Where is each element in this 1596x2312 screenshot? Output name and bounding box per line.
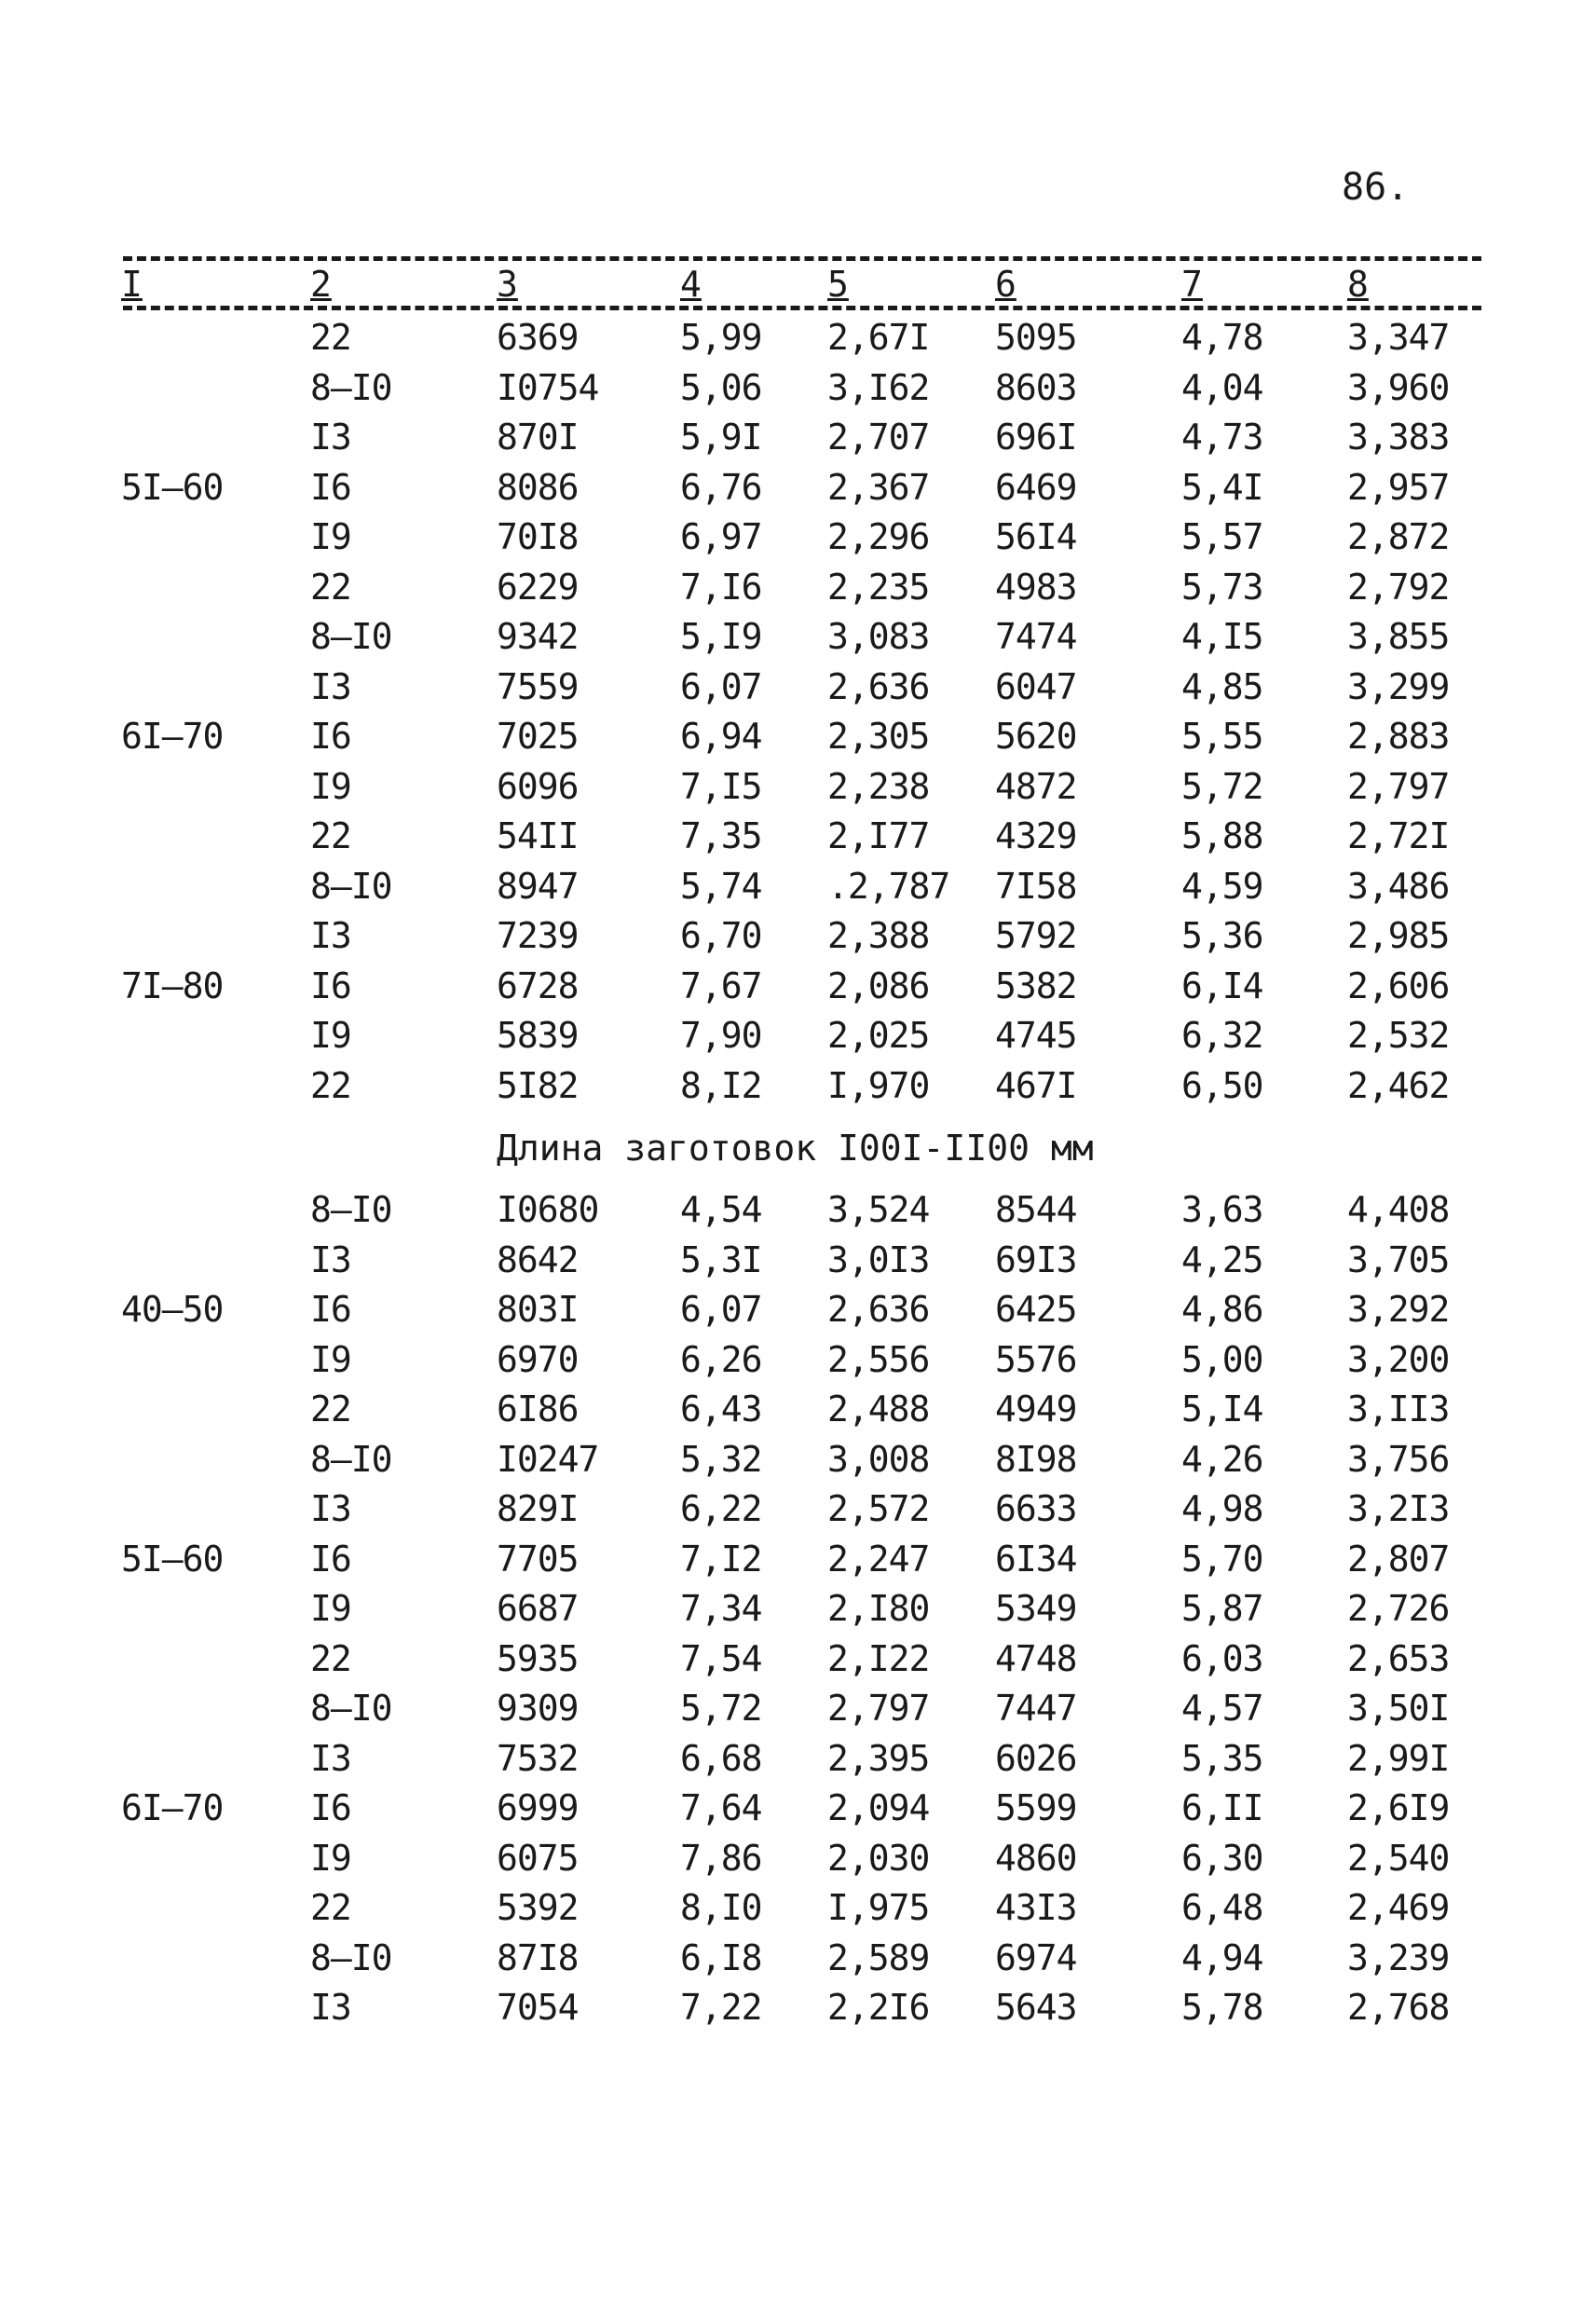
table-row [0, 1185, 1596, 1236]
cell-col-6: 69I3 [995, 1238, 1077, 1280]
cell-col-3: I0754 [497, 366, 599, 408]
table-row [0, 1684, 1596, 1734]
cell-col-7: 4,94 [1181, 1936, 1263, 1978]
cell-col-5: I,975 [827, 1887, 930, 1928]
table-row [0, 862, 1596, 912]
cell-col-1: 40–50 [121, 1289, 224, 1330]
cell-col-6: 6I34 [995, 1538, 1077, 1580]
cell-col-2: 22 [310, 815, 351, 856]
cell-col-4: 5,3I [680, 1238, 762, 1280]
header-col-5: 5 [827, 264, 849, 305]
header-col-6: 6 [995, 264, 1016, 305]
header-col-2: 2 [310, 264, 332, 305]
cell-col-4: 7,34 [680, 1588, 762, 1629]
table-row [0, 463, 1596, 513]
cell-col-7: 5,4I [1181, 466, 1263, 508]
cell-col-7: 6,II [1181, 1787, 1263, 1828]
cell-col-3: 870I [497, 417, 579, 458]
header-col-8: 8 [1347, 264, 1369, 305]
cell-col-6: 7474 [995, 616, 1077, 657]
cell-col-7: 4,25 [1181, 1238, 1263, 1280]
cell-col-2: I6 [310, 1538, 351, 1580]
cell-col-5: 2,367 [827, 466, 930, 508]
cell-col-7: 5,35 [1181, 1737, 1263, 1779]
cell-col-3: 9342 [497, 616, 579, 657]
cell-col-8: 2,792 [1347, 566, 1450, 608]
cell-col-7: 5,00 [1181, 1338, 1263, 1380]
cell-col-4: 7,67 [680, 964, 762, 1006]
cell-col-3: 5839 [497, 1015, 579, 1056]
cell-col-5: 2,707 [827, 417, 930, 458]
cell-col-3: 54II [497, 815, 579, 856]
cell-col-7: 4,I5 [1181, 616, 1263, 657]
table-row [0, 1734, 1596, 1785]
cell-col-6: 4748 [995, 1637, 1077, 1679]
cell-col-5: 2,388 [827, 915, 930, 956]
cell-col-6: 8I98 [995, 1438, 1077, 1480]
cell-col-8: 3,347 [1347, 317, 1450, 358]
cell-col-6: 43I3 [995, 1887, 1077, 1928]
cell-col-7: 6,48 [1181, 1887, 1263, 1928]
table-part-2 [0, 1185, 1596, 2033]
cell-col-1: 5I–60 [121, 466, 224, 508]
cell-col-7: 5,57 [1181, 516, 1263, 557]
cell-col-5: 2,030 [827, 1837, 930, 1879]
cell-col-6: 4949 [995, 1389, 1077, 1430]
header-col-4: 4 [680, 264, 702, 305]
table-part-1 [0, 313, 1596, 1111]
cell-col-4: 6,26 [680, 1338, 762, 1380]
cell-col-8: 2,540 [1347, 1837, 1450, 1879]
cell-col-8: 3,50I [1347, 1688, 1450, 1729]
cell-col-3: 6075 [497, 1837, 579, 1879]
cell-col-3: 7239 [497, 915, 579, 956]
cell-col-2: I9 [310, 1338, 351, 1380]
cell-col-2: I3 [310, 1737, 351, 1779]
cell-col-8: 2,726 [1347, 1588, 1450, 1629]
cell-col-5: 3,008 [827, 1438, 930, 1480]
cell-col-2: I3 [310, 665, 351, 707]
cell-col-5: 2,086 [827, 964, 930, 1006]
cell-col-7: 4,26 [1181, 1438, 1263, 1480]
cell-col-4: 6,70 [680, 915, 762, 956]
cell-col-6: 5382 [995, 964, 1077, 1006]
cell-col-7: 5,78 [1181, 1987, 1263, 2028]
cell-col-8: 2,797 [1347, 765, 1450, 807]
cell-col-8: 3,292 [1347, 1289, 1450, 1330]
cell-col-6: 5792 [995, 915, 1077, 956]
cell-col-2: I9 [310, 1837, 351, 1879]
cell-col-4: 7,22 [680, 1987, 762, 2028]
cell-col-4: 6,97 [680, 516, 762, 557]
cell-col-4: 7,86 [680, 1837, 762, 1879]
cell-col-7: 4,85 [1181, 665, 1263, 707]
table-row [0, 712, 1596, 762]
cell-col-7: 4,86 [1181, 1289, 1263, 1330]
cell-col-4: 7,I6 [680, 566, 762, 608]
cell-col-4: 8,I0 [680, 1887, 762, 1928]
page-number: 86. [1342, 166, 1410, 209]
section-title: Длина заготовок I00I-II00 мм [497, 1128, 1094, 1169]
cell-col-1: 6I–70 [121, 716, 224, 757]
cell-col-5: I,970 [827, 1064, 930, 1106]
cell-col-3: 7025 [497, 716, 579, 757]
table-row [0, 413, 1596, 463]
cell-col-7: 5,55 [1181, 716, 1263, 757]
cell-col-2: 22 [310, 1389, 351, 1430]
table-row [0, 1236, 1596, 1286]
cell-col-6: 5599 [995, 1787, 1077, 1828]
cell-col-8: 3,200 [1347, 1338, 1450, 1380]
cell-col-3: 7559 [497, 665, 579, 707]
table-row [0, 663, 1596, 713]
cell-col-5: 2,I22 [827, 1637, 930, 1679]
cell-col-7: 4,78 [1181, 317, 1263, 358]
cell-col-8: 3,383 [1347, 417, 1450, 458]
cell-col-4: 8,I2 [680, 1064, 762, 1106]
cell-col-2: 22 [310, 1064, 351, 1106]
cell-col-2: I3 [310, 1238, 351, 1280]
cell-col-2: I3 [310, 417, 351, 458]
cell-col-4: 6,94 [680, 716, 762, 757]
cell-col-5: 3,524 [827, 1189, 930, 1230]
cell-col-8: 2,72I [1347, 815, 1450, 856]
cell-col-4: 5,72 [680, 1688, 762, 1729]
cell-col-6: 4860 [995, 1837, 1077, 1879]
table-row [0, 1061, 1596, 1112]
cell-col-8: 3,756 [1347, 1438, 1450, 1480]
cell-col-5: 2,488 [827, 1389, 930, 1430]
cell-col-4: 7,64 [680, 1787, 762, 1828]
table-row [0, 1584, 1596, 1635]
cell-col-2: I6 [310, 1787, 351, 1828]
table-body [0, 313, 1596, 2033]
cell-col-7: 5,72 [1181, 765, 1263, 807]
cell-col-3: I0247 [497, 1438, 599, 1480]
cell-col-2: I6 [310, 716, 351, 757]
cell-col-6: 6047 [995, 665, 1077, 707]
cell-col-2: 22 [310, 1637, 351, 1679]
cell-col-2: 8–I0 [310, 1438, 392, 1480]
cell-col-4: 6,76 [680, 466, 762, 508]
cell-col-3: 5392 [497, 1887, 579, 1928]
cell-col-3: 5935 [497, 1637, 579, 1679]
cell-col-8: 3,960 [1347, 366, 1450, 408]
table-header [0, 263, 1596, 306]
cell-col-7: 5,73 [1181, 566, 1263, 608]
cell-col-5: 3,I62 [827, 366, 930, 408]
cell-col-6: 7447 [995, 1688, 1077, 1729]
cell-col-2: I6 [310, 1289, 351, 1330]
cell-col-6: 56I4 [995, 516, 1077, 557]
cell-col-8: 2,6I9 [1347, 1787, 1450, 1828]
cell-col-7: 5,70 [1181, 1538, 1263, 1580]
cell-col-6: 5620 [995, 716, 1077, 757]
cell-col-6: 5643 [995, 1987, 1077, 2028]
cell-col-3: 8642 [497, 1238, 579, 1280]
cell-col-2: I6 [310, 964, 351, 1006]
table-row [0, 1934, 1596, 1984]
table-row [0, 563, 1596, 613]
cell-col-5: 3,0I3 [827, 1238, 930, 1280]
cell-col-6: 6633 [995, 1488, 1077, 1529]
cell-col-2: 22 [310, 317, 351, 358]
cell-col-5: 2,235 [827, 566, 930, 608]
cell-col-5: 2,I77 [827, 815, 930, 856]
cell-col-5: 2,2I6 [827, 1987, 930, 2028]
cell-col-2: 22 [310, 1887, 351, 1928]
cell-col-3: 8086 [497, 466, 579, 508]
cell-col-8: 3,299 [1347, 665, 1450, 707]
cell-col-7: 4,98 [1181, 1488, 1263, 1529]
cell-col-3: 7705 [497, 1538, 579, 1580]
cell-col-3: 6229 [497, 566, 579, 608]
cell-col-8: 2,872 [1347, 516, 1450, 557]
cell-col-5: 2,296 [827, 516, 930, 557]
cell-col-7: 4,59 [1181, 865, 1263, 907]
cell-col-6: 467I [995, 1064, 1077, 1106]
cell-col-8: 3,486 [1347, 865, 1450, 907]
cell-col-5: 2,589 [827, 1936, 930, 1978]
cell-col-3: 6687 [497, 1588, 579, 1629]
cell-col-3: 6999 [497, 1787, 579, 1828]
cell-col-2: I3 [310, 1488, 351, 1529]
header-bottom-rule [123, 306, 1481, 310]
cell-col-1: 6I–70 [121, 1787, 224, 1828]
cell-col-4: 6,I8 [680, 1936, 762, 1978]
cell-col-4: 6,68 [680, 1737, 762, 1779]
cell-col-5: 2,572 [827, 1488, 930, 1529]
cell-col-6: 8544 [995, 1189, 1077, 1230]
section-heading [0, 1111, 1596, 1185]
cell-col-3: 6970 [497, 1338, 579, 1380]
table-row [0, 1983, 1596, 2033]
cell-col-2: 8–I0 [310, 1936, 392, 1978]
cell-col-6: 6974 [995, 1936, 1077, 1978]
cell-col-4: 5,74 [680, 865, 762, 907]
table-row [0, 1385, 1596, 1435]
cell-col-1: 7I–80 [121, 964, 224, 1006]
cell-col-2: I9 [310, 765, 351, 807]
table-row [0, 812, 1596, 862]
table-row [0, 962, 1596, 1012]
table-row [0, 1435, 1596, 1485]
table-row [0, 1335, 1596, 1386]
cell-col-3: 7532 [497, 1737, 579, 1779]
cell-col-5: 2,238 [827, 765, 930, 807]
cell-col-2: 8–I0 [310, 366, 392, 408]
cell-col-6: 4872 [995, 765, 1077, 807]
cell-col-3: 829I [497, 1488, 579, 1529]
cell-col-8: 2,653 [1347, 1637, 1450, 1679]
cell-col-8: 2,462 [1347, 1064, 1450, 1106]
cell-col-6: 696I [995, 417, 1077, 458]
table-row [0, 1535, 1596, 1585]
cell-col-8: 2,768 [1347, 1987, 1450, 2028]
table-row [0, 513, 1596, 563]
cell-col-6: 5095 [995, 317, 1077, 358]
cell-col-5: 2,305 [827, 716, 930, 757]
header-col-1: I [121, 264, 143, 305]
cell-col-2: 8–I0 [310, 1688, 392, 1729]
cell-col-8: 2,985 [1347, 915, 1450, 956]
cell-col-4: 4,54 [680, 1189, 762, 1230]
cell-col-4: 7,90 [680, 1015, 762, 1056]
cell-col-2: I3 [310, 1987, 351, 2028]
table-row [0, 1784, 1596, 1834]
cell-col-5: 2,094 [827, 1787, 930, 1828]
cell-col-2: 22 [310, 566, 351, 608]
cell-col-5: 2,025 [827, 1015, 930, 1056]
cell-col-5: 2,395 [827, 1737, 930, 1779]
cell-col-8: 2,532 [1347, 1015, 1450, 1056]
cell-col-6: 5349 [995, 1588, 1077, 1629]
cell-col-8: 3,855 [1347, 616, 1450, 657]
cell-col-7: 6,32 [1181, 1015, 1263, 1056]
cell-col-4: 5,99 [680, 317, 762, 358]
cell-col-8: 2,807 [1347, 1538, 1450, 1580]
cell-col-8: 2,469 [1347, 1887, 1450, 1928]
table-row [0, 1011, 1596, 1061]
cell-col-7: 4,57 [1181, 1688, 1263, 1729]
cell-col-7: 6,I4 [1181, 964, 1263, 1006]
table-row [0, 1285, 1596, 1335]
cell-col-4: 6,43 [680, 1389, 762, 1430]
cell-col-8: 2,99I [1347, 1737, 1450, 1779]
cell-col-7: 6,03 [1181, 1637, 1263, 1679]
cell-col-5: 2,636 [827, 1289, 930, 1330]
cell-col-4: 5,32 [680, 1438, 762, 1480]
cell-col-5: 2,247 [827, 1538, 930, 1580]
cell-col-6: 6026 [995, 1737, 1077, 1779]
cell-col-3: 5I82 [497, 1064, 579, 1106]
cell-col-4: 7,54 [680, 1637, 762, 1679]
cell-col-8: 3,705 [1347, 1238, 1450, 1280]
header-top-rule [123, 256, 1481, 261]
cell-col-6: 4329 [995, 815, 1077, 856]
cell-col-3: 70I8 [497, 516, 579, 557]
cell-col-5: 2,I80 [827, 1588, 930, 1629]
table-row [0, 911, 1596, 962]
table-row [0, 1834, 1596, 1884]
table-row [0, 313, 1596, 363]
cell-col-2: 8–I0 [310, 616, 392, 657]
table-row [0, 762, 1596, 813]
cell-col-2: 8–I0 [310, 865, 392, 907]
cell-col-7: 6,50 [1181, 1064, 1263, 1106]
cell-col-4: 7,I5 [680, 765, 762, 807]
cell-col-7: 5,87 [1181, 1588, 1263, 1629]
cell-col-6: 4745 [995, 1015, 1077, 1056]
cell-col-2: 8–I0 [310, 1189, 392, 1230]
cell-col-8: 2,606 [1347, 964, 1450, 1006]
cell-col-5: 2,556 [827, 1338, 930, 1380]
cell-col-8: 3,2I3 [1347, 1488, 1450, 1529]
table-row [0, 1484, 1596, 1535]
cell-col-7: 4,04 [1181, 366, 1263, 408]
cell-col-7: 5,I4 [1181, 1389, 1263, 1430]
cell-col-7: 3,63 [1181, 1189, 1263, 1230]
cell-col-3: 6096 [497, 765, 579, 807]
table-row [0, 363, 1596, 414]
cell-col-4: 6,07 [680, 665, 762, 707]
header-col-3: 3 [497, 264, 518, 305]
table-row [0, 612, 1596, 663]
cell-col-3: 803I [497, 1289, 579, 1330]
cell-col-6: 6469 [995, 466, 1077, 508]
cell-col-2: I3 [310, 915, 351, 956]
cell-col-3: 8947 [497, 865, 579, 907]
cell-col-3: 7054 [497, 1987, 579, 2028]
cell-col-5: 2,67I [827, 317, 930, 358]
cell-col-8: 2,957 [1347, 466, 1450, 508]
cell-col-8: 3,II3 [1347, 1389, 1450, 1430]
cell-col-2: I9 [310, 516, 351, 557]
cell-col-6: 7I58 [995, 865, 1077, 907]
cell-col-4: 5,9I [680, 417, 762, 458]
cell-col-3: 6369 [497, 317, 579, 358]
cell-col-7: 4,73 [1181, 417, 1263, 458]
cell-col-4: 5,06 [680, 366, 762, 408]
cell-col-5: .2,787 [827, 865, 950, 907]
cell-col-5: 3,083 [827, 616, 930, 657]
cell-col-2: I9 [310, 1015, 351, 1056]
cell-col-4: 5,I9 [680, 616, 762, 657]
header-col-7: 7 [1181, 264, 1203, 305]
cell-col-8: 2,883 [1347, 716, 1450, 757]
cell-col-8: 3,239 [1347, 1936, 1450, 1978]
cell-col-3: 6I86 [497, 1389, 579, 1430]
cell-col-6: 4983 [995, 566, 1077, 608]
cell-col-3: 87I8 [497, 1936, 579, 1978]
cell-col-1: 5I–60 [121, 1538, 224, 1580]
cell-col-6: 5576 [995, 1338, 1077, 1380]
table-row [0, 1635, 1596, 1685]
cell-col-4: 7,35 [680, 815, 762, 856]
cell-col-6: 6425 [995, 1289, 1077, 1330]
table-row [0, 1883, 1596, 1934]
cell-col-3: 6728 [497, 964, 579, 1006]
cell-col-4: 7,I2 [680, 1538, 762, 1580]
cell-col-5: 2,797 [827, 1688, 930, 1729]
cell-col-5: 2,636 [827, 665, 930, 707]
cell-col-6: 8603 [995, 366, 1077, 408]
cell-col-3: I0680 [497, 1189, 599, 1230]
cell-col-7: 5,88 [1181, 815, 1263, 856]
cell-col-4: 6,22 [680, 1488, 762, 1529]
cell-col-2: I9 [310, 1588, 351, 1629]
cell-col-2: I6 [310, 466, 351, 508]
cell-col-8: 4,408 [1347, 1189, 1450, 1230]
cell-col-3: 9309 [497, 1688, 579, 1729]
cell-col-7: 5,36 [1181, 915, 1263, 956]
cell-col-4: 6,07 [680, 1289, 762, 1330]
cell-col-7: 6,30 [1181, 1837, 1263, 1879]
